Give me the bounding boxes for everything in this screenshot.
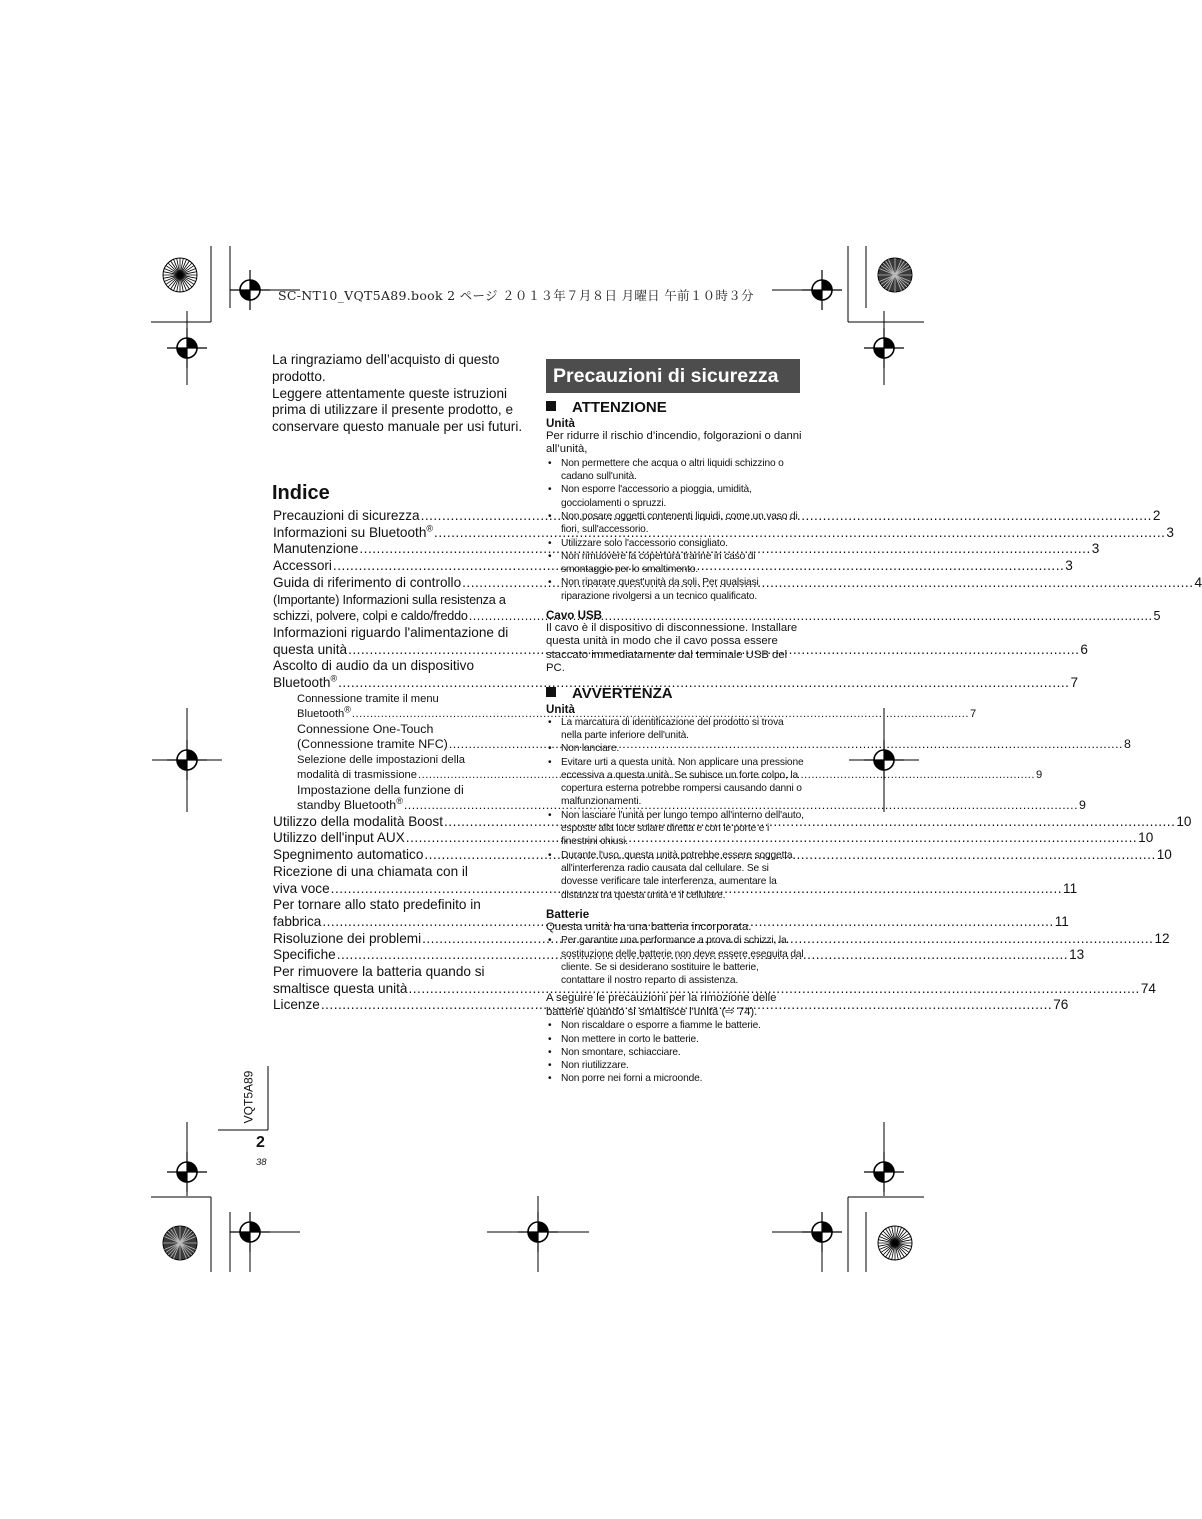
list-item: • Per garantire una performance a prova di schizzi, la sostituzione delle batterie non deve essere eseguita dal cliente. Se si desiderano sostituire le batterie, contattare il nostro reparto di assistenza.	[546, 934, 804, 987]
batterie-intro: Questa unità ha una batteria incorporata.	[546, 920, 752, 933]
list-item: • Non porre nei forni a microonde.	[546, 1072, 804, 1085]
toc-item[interactable]: (Importante) Informazioni sulla resistenza a schizzi, polvere, colpi e caldo/freddo ..... 5	[273, 592, 526, 625]
toc-item[interactable]: Risoluzione dei problemi ..... 12	[273, 931, 526, 948]
avvertenza-unita-list	[546, 716, 804, 902]
toc-item[interactable]: Per tornare allo stato predefinito in fabbrica ..... 11	[273, 897, 526, 930]
toc-subitem[interactable]: Impostazione della funzione di standby Bluetooth® ..... 9	[273, 783, 526, 814]
batterie-list	[546, 934, 804, 987]
unita-subheading: Unità	[546, 702, 575, 716]
toc-item[interactable]: Licenze ..... 76	[273, 997, 526, 1014]
batterie-subheading: Batterie	[546, 907, 590, 921]
list-item: • Non esporre l'accessorio a pioggia, umidità, gocciolamenti o spruzzi.	[546, 483, 804, 510]
avvertenza-heading: AVVERTENZA	[546, 685, 804, 703]
attenzione-heading: ATTENZIONE	[546, 399, 804, 417]
intro-instructions: Leggere attentamente queste istruzioni prima di utilizzare il presente prodotto, e conservare questo manuale per usi futuri.	[272, 385, 523, 435]
toc-item[interactable]: Ascolto di audio da un dispositivo Bluetooth® ..... 7	[273, 658, 526, 691]
toc-item[interactable]: Manutenzione ..... 3	[273, 541, 526, 558]
square-bullet-icon	[546, 687, 556, 697]
list-item: • Non lasciare l'unità per lungo tempo all'interno dell'auto, esposte alla luce solare diretta e con le porte e i finestrini chiusi.	[546, 809, 804, 849]
attenzione-unita-list	[546, 457, 804, 603]
list-item: • Non rimuovere la copertura tranne in caso di smontaggio per lo smaltimento.	[546, 550, 804, 577]
indice-title: Indice	[272, 482, 330, 504]
toc-subitem[interactable]: Selezione delle impostazioni della modalità di trasmissione ..... 9	[273, 753, 526, 783]
list-item: • Durante l'uso, questa unità potrebbe essere soggetta all'interferenza radio causata dal cellulare. Se si dovesse verificare tale interferenza, aumentare la distanza tra questa unità e il cellulare.	[546, 849, 804, 902]
toc-item[interactable]: Informazioni su Bluetooth® ..... 3	[273, 525, 526, 542]
toc-item[interactable]: Guida di riferimento di controllo ..... 4	[273, 575, 526, 592]
list-item: • Non riscaldare o esporre a fiamme le batterie.	[546, 1019, 804, 1032]
print-header-line: SC-NT10_VQT5A89.book 2 ページ ２０１３年７月８日 月曜日 午前１０時３分	[278, 288, 754, 303]
square-bullet-icon	[546, 401, 556, 411]
toc-subitem[interactable]: Connessione tramite il menu Bluetooth® ..... 7	[273, 692, 526, 722]
safety-content	[546, 396, 804, 1086]
toc-item[interactable]: Utilizzo della modalità Boost ..... 10	[273, 814, 526, 831]
toc-item[interactable]: Spegnimento automatico ..... 10	[273, 847, 526, 864]
intro-text	[272, 352, 530, 436]
rimozione-list	[546, 1019, 804, 1085]
page-number: 2	[256, 1134, 265, 1151]
toc-item[interactable]: Utilizzo dell'input AUX ..... 10	[273, 830, 526, 847]
list-item: • Non riutilizzare.	[546, 1059, 804, 1072]
cavo-usb-text: Il cavo è il dispositivo di disconnessione. Installare questa unità in modo che il cavo possa essere staccato immediatamente dal terminale USB del PC.	[546, 622, 798, 675]
list-item: • Evitare urti a questa unità. Non applicare una pressione eccessiva a questa unità. Se subisce un forte colpo, la copertura esterna potrebbe rompersi causando danni o malfunzionamenti.	[546, 756, 804, 809]
list-item: • Utilizzare solo l'accessorio consigliato.	[546, 537, 804, 550]
toc-item[interactable]: Precauzioni di sicurezza ..... 2	[273, 508, 526, 525]
document-code: VQT5A89	[241, 1070, 256, 1124]
list-item: • Non posare oggetti contenenti liquidi, come un vaso di fiori, sull'accessorio.	[546, 510, 804, 537]
section-banner-safety: Precauzioni di sicurezza	[546, 359, 800, 393]
list-item: • La marcatura di identificazione del prodotto si trova nella parte inferiore dell'unità.	[546, 716, 804, 743]
intro-thanks: La ringraziamo dell’acquisto di questo prodotto.	[272, 352, 500, 384]
list-item: • Non lanciare.	[546, 742, 804, 755]
unita-intro: Per ridurre il rischio d’incendio, folgorazioni o danni all’unità,	[546, 430, 802, 456]
toc-subitem[interactable]: Connessione One-Touch (Connessione tramite NFC) ..... 8	[273, 722, 526, 753]
toc-item[interactable]: Per rimuovere la batteria quando si smaltisce questa unità ..... 74	[273, 964, 526, 997]
page-sub-number: 38	[256, 1157, 267, 1168]
list-item: • Non smontare, schiacciare.	[546, 1046, 804, 1059]
toc-item[interactable]: Accessori ..... 3	[273, 558, 526, 575]
toc-item[interactable]: Specifiche ..... 13	[273, 947, 526, 964]
toc-item[interactable]: Ricezione di una chiamata con il viva voce ..... 11	[273, 864, 526, 897]
rimozione-text: A seguire le precauzioni per la rimozione delle batterie quando si smaltisce l'unità (⇨ 74).	[546, 992, 777, 1018]
cavo-usb-subheading: Cavo USB	[546, 609, 603, 623]
unita-subheading: Unità	[546, 417, 575, 430]
toc-item[interactable]: Informazioni riguardo l'alimentazione di questa unità ..... 6	[273, 625, 526, 658]
list-item: • Non riparare quest'unità da soli. Per qualsiasi riparazione rivolgersi a un tecnico qualificato.	[546, 576, 804, 603]
list-item: • Non permettere che acqua o altri liquidi schizzino o cadano sull'unità.	[546, 457, 804, 484]
list-item: • Non mettere in corto le batterie.	[546, 1033, 804, 1046]
